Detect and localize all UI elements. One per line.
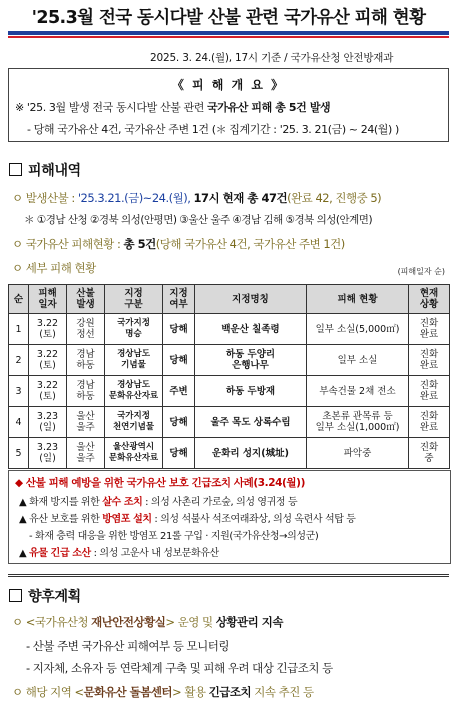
measure-4-tail: : 의성 고운사 내 성보문화유산 xyxy=(90,548,219,559)
table-header-cell: 지정 구분 xyxy=(105,285,163,314)
plan-contact-system: - 지자체, 소유자 등 연락체계 구축 및 피해 우려 대상 긴급조치 등 xyxy=(26,661,333,675)
section-title: 향후계획 xyxy=(28,589,81,605)
table-cell: 3.22 (토) xyxy=(29,376,67,407)
section-box-icon xyxy=(9,163,22,176)
measure-4-pre: ▲ xyxy=(19,548,30,559)
heritage-status-line xyxy=(12,236,345,252)
status-total: 총 5건 xyxy=(123,237,156,251)
measure-4-emphasis: 유물 긴급 소산 xyxy=(29,548,91,559)
table-header-cell: 피해 일자 xyxy=(29,285,67,314)
plan-4-pre: ㅇ 해당 지역 < xyxy=(12,685,84,699)
measures-box xyxy=(8,470,451,564)
table-cell: 당해 xyxy=(163,438,195,469)
table-cell: 진화 중 xyxy=(409,438,450,469)
table-cell: 울산 울주 xyxy=(67,438,105,469)
section-divider xyxy=(8,574,449,577)
table-cell: 주변 xyxy=(163,376,195,407)
plan-care-center xyxy=(12,684,314,700)
table-cell: 울산광역시 문화유산자료 xyxy=(105,438,163,469)
table-cell: 당해 xyxy=(163,314,195,345)
table-cell: 강원 정선 xyxy=(67,314,105,345)
table-cell: 3.23 (일) xyxy=(29,438,67,469)
plan-situation-room xyxy=(12,614,283,630)
table-cell: 3.23 (일) xyxy=(29,407,67,438)
table-header-cell: 지정 여부 xyxy=(163,285,195,314)
fire-occurrence-line xyxy=(12,190,381,206)
fire-total: 17시 현재 총 47건 xyxy=(193,191,288,205)
table-cell: 5 xyxy=(9,438,29,469)
damage-table xyxy=(8,284,450,469)
table-row xyxy=(9,376,450,407)
table-cell: 부속건물 2채 전소 xyxy=(307,376,409,407)
detail-label: ㅇ 세부 피해 현황 xyxy=(12,261,96,275)
section-title: 피해내역 xyxy=(28,163,81,179)
table-cell: 진화 완료 xyxy=(409,407,450,438)
fire-breakdown: (완료 42, 진행중 5) xyxy=(287,191,382,205)
table-row xyxy=(9,314,450,345)
table-cell: 1 xyxy=(9,314,29,345)
plan-4-mid: > 활용 xyxy=(172,685,209,699)
table-cell: 파악중 xyxy=(307,438,409,469)
table-cell: 경남 하동 xyxy=(67,345,105,376)
table-header-cell: 지정명칭 xyxy=(195,285,307,314)
plan-1-tail: > 운영 및 xyxy=(165,615,216,629)
overview-total-emphasis: 국가유산 피해 총 5건 발생 xyxy=(207,101,331,114)
status-label: ㅇ 국가유산 피해현황 : xyxy=(12,237,124,251)
table-header-cell: 순 xyxy=(9,285,29,314)
table-cell: 진화 완료 xyxy=(409,345,450,376)
table-cell: 당해 xyxy=(163,407,195,438)
table-cell: 진화 완료 xyxy=(409,314,450,345)
measure-sprinkling xyxy=(19,493,297,508)
section-damage-details xyxy=(9,160,81,180)
sort-note: (피해일자 순) xyxy=(397,267,445,276)
table-cell: 3.22 (토) xyxy=(29,314,67,345)
table-cell: 일부 소실(5,000㎡) xyxy=(307,314,409,345)
fire-date: '25.3.21.(금)~24.(월), xyxy=(77,191,194,205)
table-cell: 경남 하동 xyxy=(67,376,105,407)
table-header-cell: 산불 발생 xyxy=(67,285,105,314)
plan-4-center: 문화유산 돌봄센터 xyxy=(83,685,173,699)
table-header-cell: 피해 현황 xyxy=(307,285,409,314)
table-cell: 울주 목도 상록수림 xyxy=(195,407,307,438)
table-cell: 당해 xyxy=(163,345,195,376)
title-rule-blue xyxy=(8,31,449,35)
section-box-icon xyxy=(9,589,22,602)
table-cell: 운화리 성지(城址) xyxy=(195,438,307,469)
overview-line-2: - 당해 국가유산 4건, 국가유산 주변 1건 (＊ 집계기간 : '25. 3. 21(금) ~ 24(월) ) xyxy=(27,123,399,136)
plan-4-emphasis: 긴급조치 xyxy=(208,685,252,699)
measure-2-emphasis: 방염포 설치 xyxy=(102,514,152,525)
plan-4-tail: 지속 추진 등 xyxy=(251,685,314,699)
table-row xyxy=(9,438,450,469)
table-cell: 3 xyxy=(9,376,29,407)
table-cell: 3.22 (토) xyxy=(29,345,67,376)
measure-relic-evacuation xyxy=(19,544,219,559)
overview-heading: 《 피 해 개 요 》 xyxy=(171,78,286,92)
measure-2-pre: ▲ 유산 보호를 위한 xyxy=(19,514,103,525)
table-cell: 4 xyxy=(9,407,29,438)
table-cell: 국가지정 명승 xyxy=(105,314,163,345)
title-rule-red xyxy=(8,36,449,38)
measures-heading: ◆ 산불 피해 예방을 위한 국가유산 보호 긴급조치 사례(3.24(월)) xyxy=(15,477,305,489)
plan-1-emphasis: 상황관리 지속 xyxy=(215,615,283,629)
measure-1-tail: : 의성 사촌리 가로숲, 의성 영귀정 등 xyxy=(142,497,298,508)
table-cell: 하동 두양리 은행나무 xyxy=(195,345,307,376)
measure-1-emphasis: 살수 조치 xyxy=(102,497,143,508)
table-row xyxy=(9,345,450,376)
measure-2-tail: : 의성 석불사 석조여래좌상, 의성 옥련사 석탑 등 xyxy=(151,514,356,525)
table-row xyxy=(9,407,450,438)
fire-label: ㅇ 발생산불 : xyxy=(12,191,78,205)
plan-1-pre: ㅇ <국가유산청 xyxy=(12,615,92,629)
table-cell: 초본류 관목류 등 일부 소실(1,000㎡) xyxy=(307,407,409,438)
table-cell: 백운산 칠족령 xyxy=(195,314,307,345)
fire-detail-line: ＊ ①경남 산청 ②경북 의성(안평면) ③울산 울주 ④경남 김해 ⑤경북 의성(안계면) xyxy=(24,214,373,226)
page-title: '25.3월 전국 동시다발 산불 관련 국가유산 피해 현황 xyxy=(31,8,426,28)
measure-fire-cloth xyxy=(19,510,356,525)
table-cell: 울산 울주 xyxy=(67,407,105,438)
table-cell: 경상남도 문화유산자료 xyxy=(105,376,163,407)
overview-box xyxy=(8,68,449,142)
measure-1-pre: ▲ 화재 방지를 위한 xyxy=(19,497,103,508)
overview-line-1 xyxy=(15,99,330,115)
table-header-cell: 현재 상황 xyxy=(409,285,450,314)
table-header-row xyxy=(9,285,450,314)
table-cell: 2 xyxy=(9,345,29,376)
table-cell: 하동 두방재 xyxy=(195,376,307,407)
table-cell: 일부 소실 xyxy=(307,345,409,376)
table-cell: 진화 완료 xyxy=(409,376,450,407)
plan-1-room: 재난안전상황실 xyxy=(91,615,166,629)
plan-monitoring: - 산불 주변 국가유산 피해여부 등 모니터링 xyxy=(26,639,229,653)
measure-fire-cloth-support: - 화재 층력 대응을 위한 방염포 21롤 구입 · 지원(국가유산청→의성군) xyxy=(29,531,319,542)
table-cell: 경상남도 기념물 xyxy=(105,345,163,376)
dateline: 2025. 3. 24.(월), 17시 기준 / 국가유산청 안전방재과 xyxy=(150,52,394,64)
status-breakdown: (당해 국가유산 4건, 국가유산 주변 1건) xyxy=(155,237,345,251)
overview-line-1-text: ※ '25. 3월 발생 전국 동시다발 산불 관련 xyxy=(15,101,208,114)
table-cell: 국가지정 천연기념물 xyxy=(105,407,163,438)
section-future-plans xyxy=(9,586,81,606)
